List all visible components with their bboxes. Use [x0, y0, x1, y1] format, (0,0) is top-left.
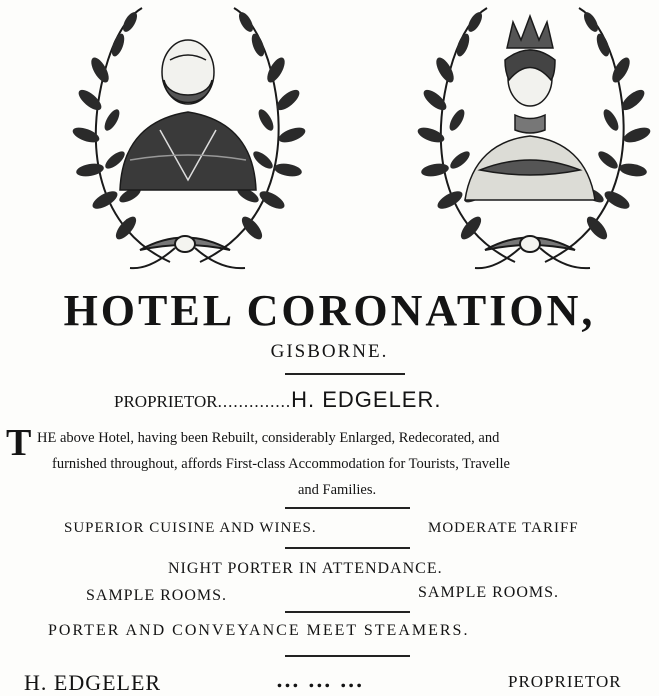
description-line-1: HE above Hotel, having been Rebuilt, considerably Enlarged, Redecorated, and [37, 430, 500, 446]
sample-rooms-left: SAMPLE ROOMS. [86, 587, 228, 604]
divider-2 [285, 507, 410, 509]
divider-3 [285, 547, 410, 549]
footer-dots: ... ... ... [276, 668, 364, 692]
proprietor-dots: .............. [217, 392, 292, 411]
proprietor-line [114, 387, 441, 413]
sample-rooms-right: SAMPLE ROOMS. [418, 584, 560, 601]
cuisine-text: SUPERIOR CUISINE AND WINES. [64, 520, 317, 536]
proprietor-name: H. EDGELER. [291, 387, 442, 412]
description-line-2: furnished throughout, affords First-class Accommodation for Tourists, Travelle [52, 456, 510, 472]
dropcap-letter: T [6, 422, 32, 464]
hotel-title: HOTEL CORONATION, [63, 286, 596, 335]
footer-label: PROPRIETOR [508, 672, 622, 691]
divider-top [285, 373, 405, 375]
night-porter-text: NIGHT PORTER IN ATTENDANCE. [168, 560, 443, 577]
tariff-text: MODERATE TARIFF [428, 520, 579, 536]
town-subtitle: GISBORNE. [270, 341, 389, 362]
king-portrait-wreath [60, 0, 320, 285]
queen-portrait-wreath [405, 0, 659, 285]
proprietor-label: PROPRIETOR [114, 392, 218, 411]
porter-text: PORTER AND CONVEYANCE MEET STEAMERS. [48, 622, 470, 639]
description-line-3: and Families. [298, 482, 377, 498]
divider-4 [285, 611, 410, 613]
divider-5 [285, 655, 410, 657]
footer-name: H. EDGELER [24, 670, 162, 695]
